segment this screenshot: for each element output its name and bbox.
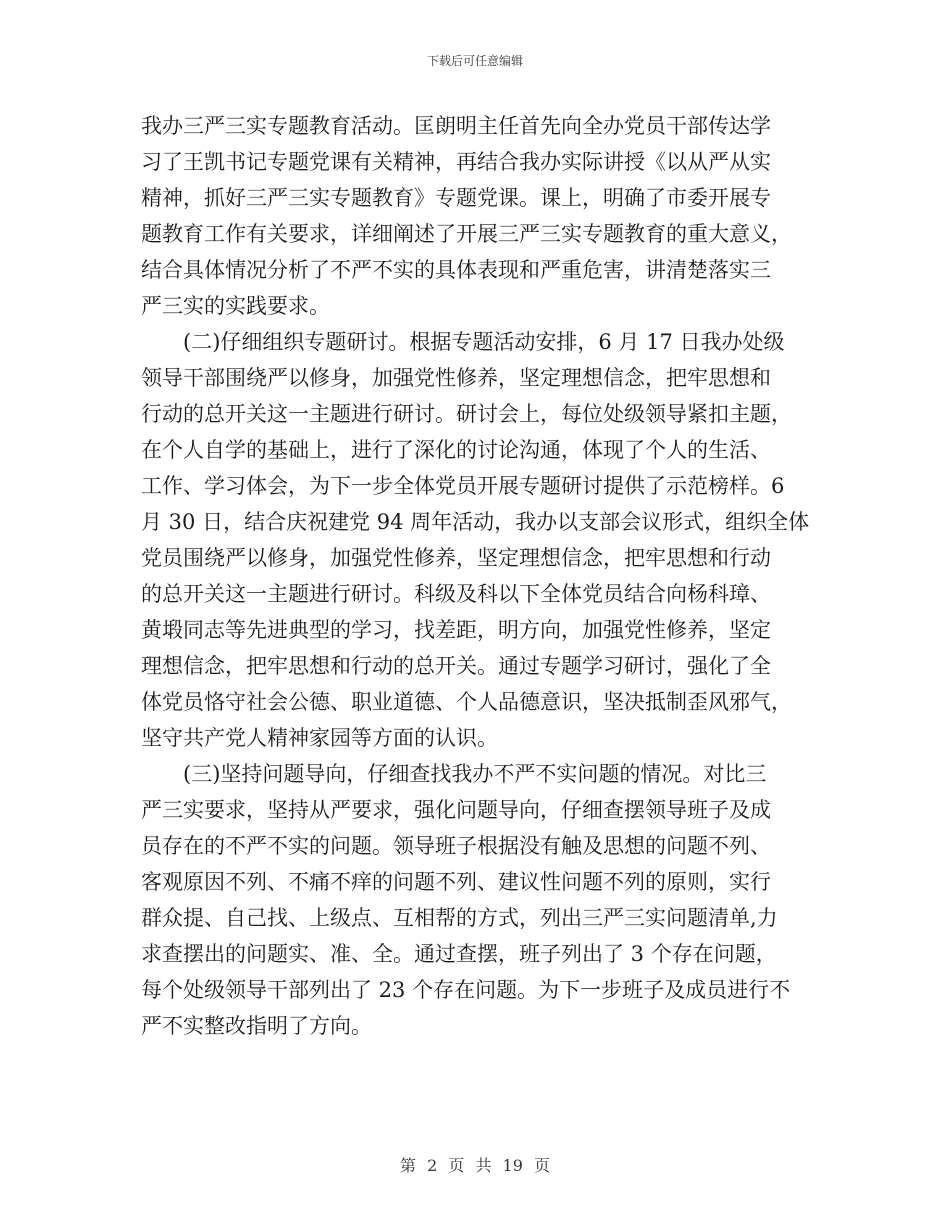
body-line: 严不实整改指明了方向。 xyxy=(141,1014,372,1038)
body-line: 员存在的不严不实的问题。领导班子根据没有触及思想的问题不列、 xyxy=(141,834,771,858)
body-line: 我办三严三实专题教育活动。匡朗明主任首先向全办党员干部传达学 xyxy=(141,114,771,138)
page-header: 下载后可任意编辑 xyxy=(426,54,523,68)
body-line: 在个人自学的基础上，进行了深化的讨论沟通，体现了个人的生活、 xyxy=(141,438,771,462)
body-line: 精神，抓好三严三实专题教育》专题党课。课上，明确了市委开展专 xyxy=(141,186,771,210)
body-line: 结合具体情况分析了不严不实的具体表现和严重危害，讲清楚落实三 xyxy=(141,258,771,282)
body-line: 党员围绕严以修身，加强党性修养，坚定理想信念，把牢思想和行动 xyxy=(141,546,771,570)
body-line: 行动的总开关这一主题进行研讨。研讨会上，每位处级领导紧扣主题， xyxy=(141,402,792,426)
body-line: 月 30 日，结合庆祝建党 94 周年活动，我办以支部会议形式，组织全体 xyxy=(141,510,810,534)
body-line: 客观原因不列、不痛不痒的问题不列、建议性问题不列的原则，实行 xyxy=(141,870,771,894)
page-number: 第 2 页 共 19 页 xyxy=(400,1156,550,1175)
document-body xyxy=(141,108,813,1044)
body-line: 的总开关这一主题进行研讨。科级及科以下全体党员结合向杨科璋、 xyxy=(141,582,771,606)
body-line: 习了王凯书记专题党课有关精神，再结合我办实际讲授《以从严从实 xyxy=(141,150,771,174)
paragraph-3-start: (三)坚持问题导向，仔细查找我办不严不实问题的情况。对比三 xyxy=(183,762,767,786)
body-line: 每个处级领导干部列出了 23 个存在问题。为下一步班子及成员进行不 xyxy=(141,978,791,1002)
body-line: 严三实的实践要求。 xyxy=(141,294,330,318)
body-line: 群众提、自己找、上级点、互相帮的方式，列出三严三实问题清单,力 xyxy=(141,906,778,930)
body-line: 理想信念，把牢思想和行动的总开关。通过专题学习研讨，强化了全 xyxy=(141,654,771,678)
body-line: 工作、学习体会，为下一步全体党员开展专题研讨提供了示范榜样。6 xyxy=(141,474,785,498)
body-line: 体党员恪守社会公德、职业道德、个人品德意识，坚决抵制歪风邪气， xyxy=(141,690,792,714)
paragraph-2-start: (二)仔细组织专题研讨。根据专题活动安排，6 月 17 日我办处级 xyxy=(183,330,785,354)
body-line: 黄塅同志等先进典型的学习，找差距，明方向，加强党性修养，坚定 xyxy=(141,618,771,642)
body-line: 求查摆出的问题实、准、全。通过查摆，班子列出了 3 个存在问题， xyxy=(141,942,777,966)
body-line: 题教育工作有关要求，详细阐述了开展三严三实专题教育的重大意义， xyxy=(141,222,792,246)
body-line: 领导干部围绕严以修身，加强党性修养，坚定理想信念，把牢思想和 xyxy=(141,366,771,390)
body-line: 严三实要求，坚持从严要求，强化问题导向，仔细查摆领导班子及成 xyxy=(141,798,771,822)
body-line: 坚守共产党人精神家园等方面的认识。 xyxy=(141,726,498,750)
